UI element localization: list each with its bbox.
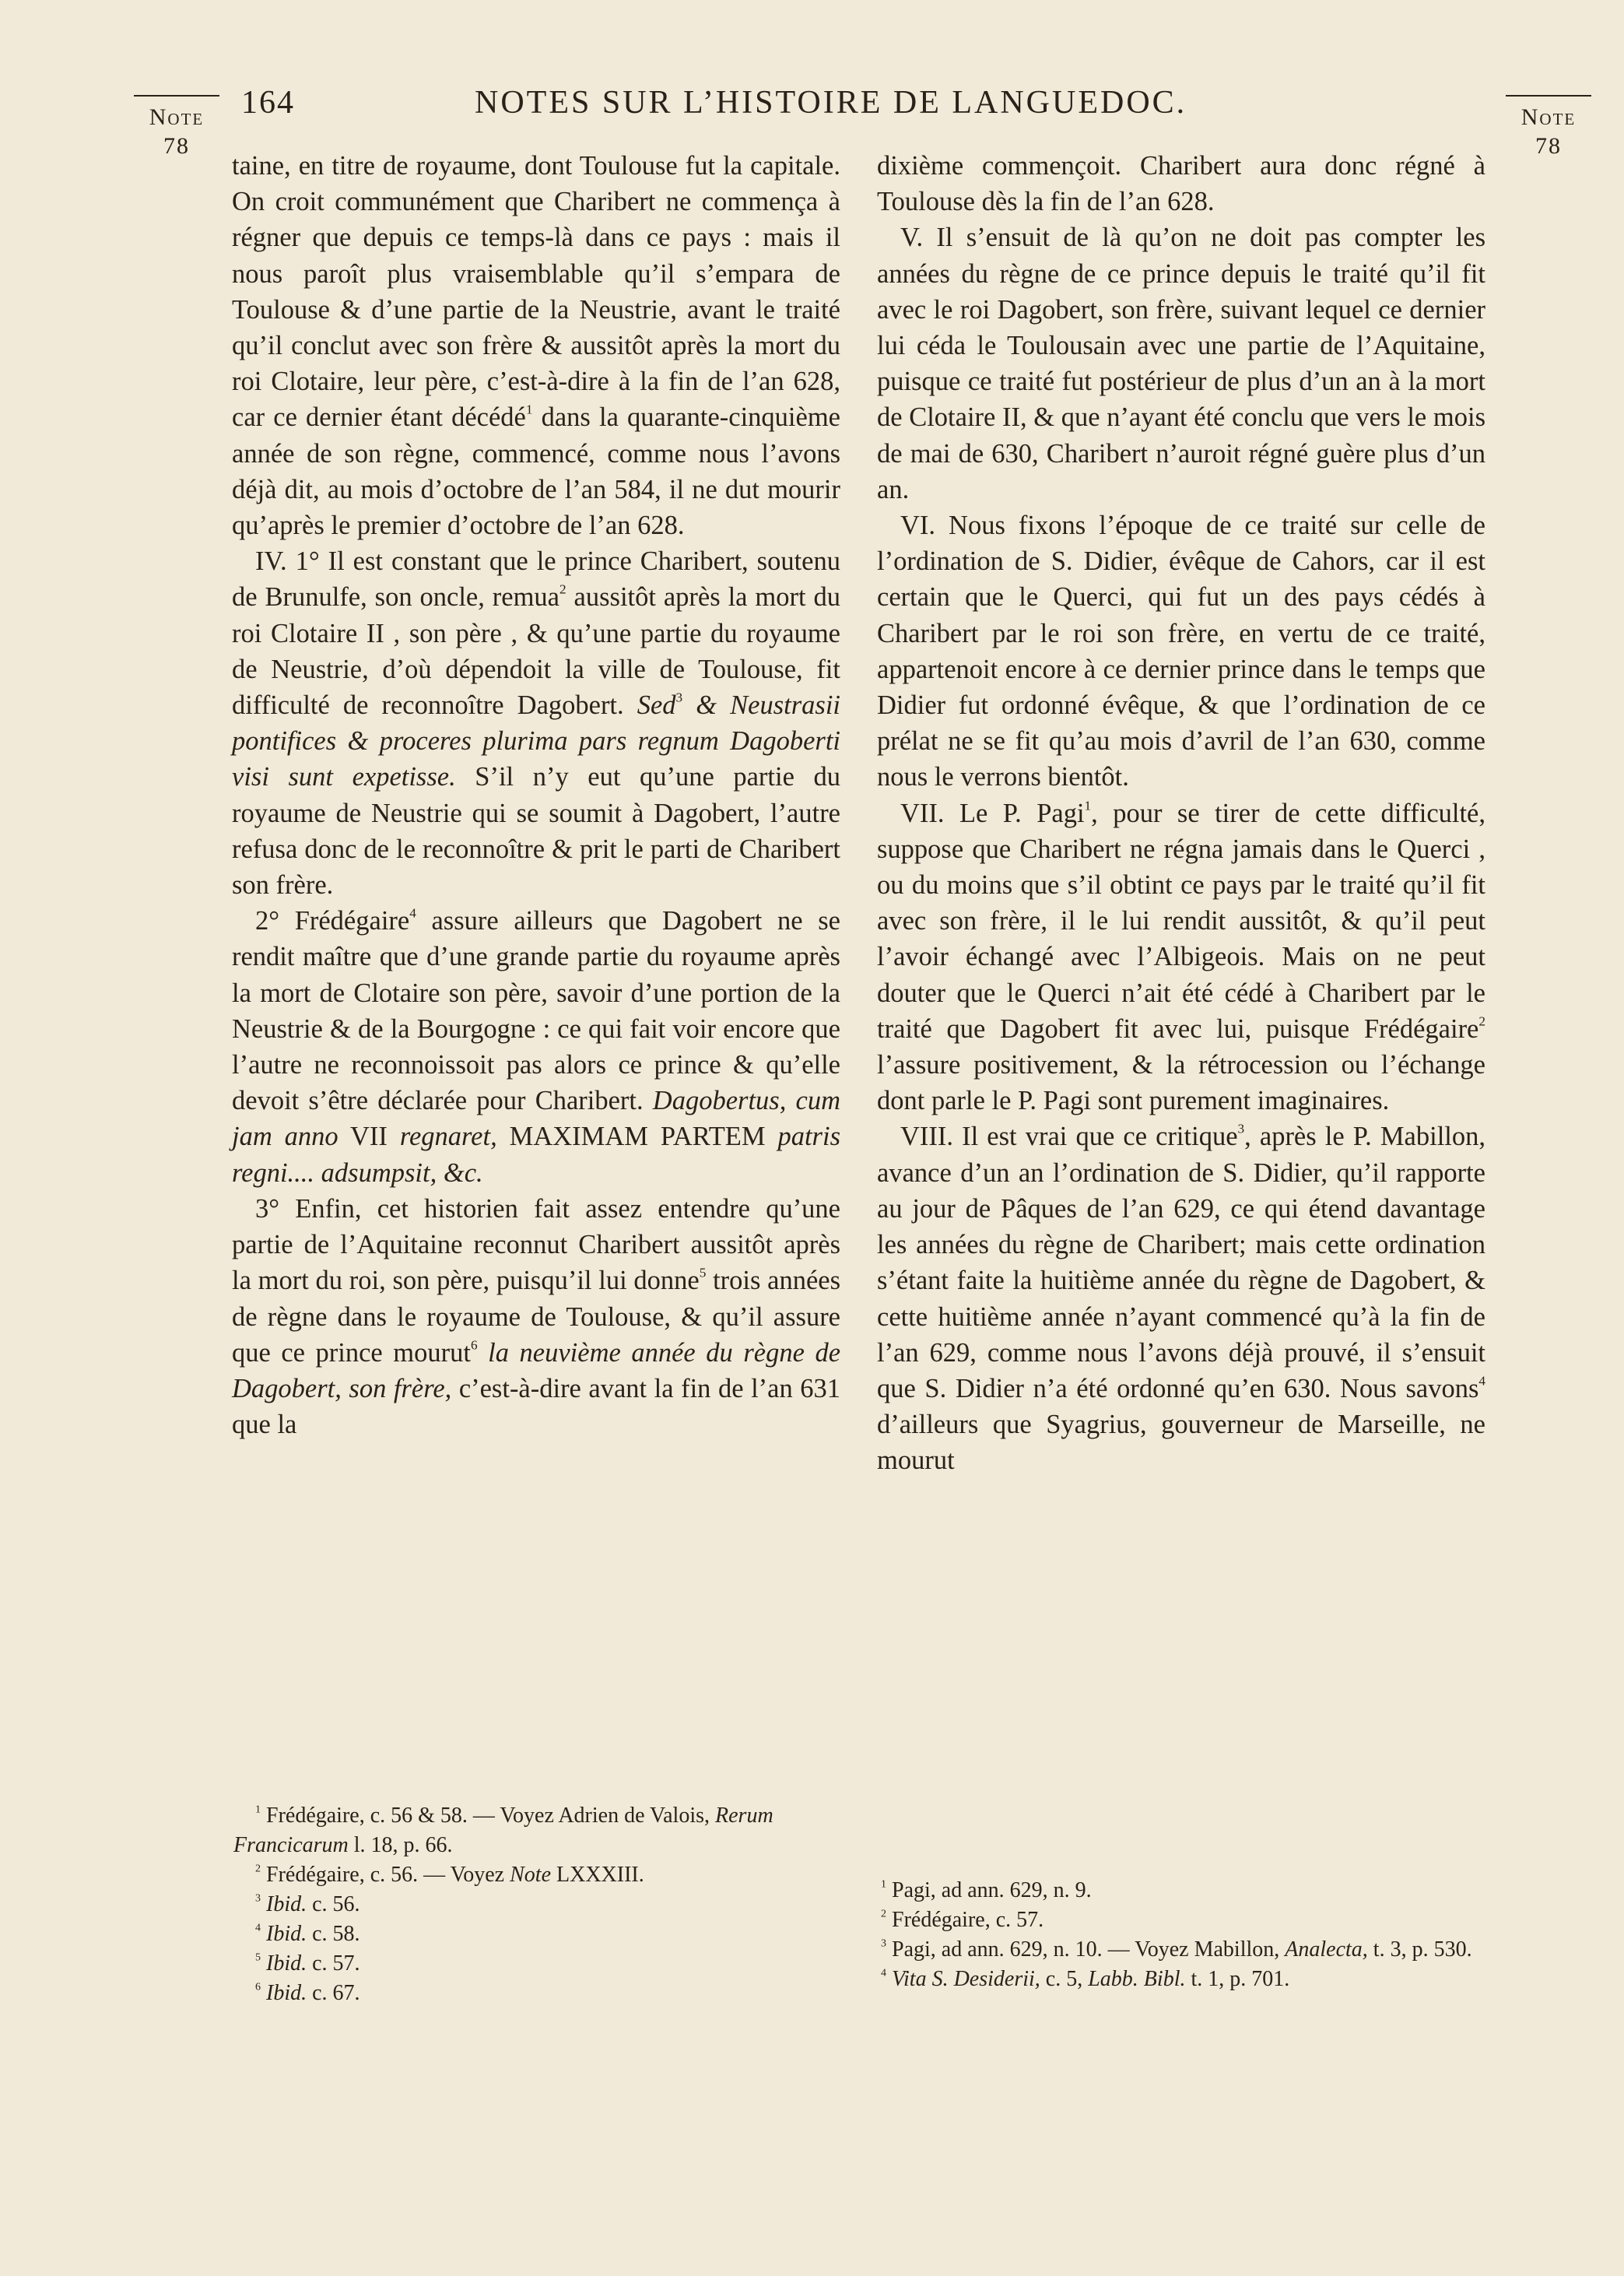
text-run: IV. 1° Il est constant que le prince Charibert, soutenu de Brunulfe, son oncle, remua (232, 546, 840, 613)
text-run (261, 1922, 266, 1946)
paragraph (232, 903, 840, 1191)
footnote (859, 1905, 1474, 1935)
running-header (226, 84, 1517, 131)
text-run: dans la quarante-cinquième année de son règne, commencé, comme nous l’avons déjà dit, au mois d’octobre de l’an 584, il ne dut mourir qu’après le premier d’octobre de l’an 628. (232, 402, 840, 541)
page-number: 164 (241, 85, 295, 121)
citation-title: Ibid. (266, 1922, 307, 1946)
text-run (261, 1981, 266, 2005)
footnote-ref: 3 (675, 690, 683, 705)
text-run: aussitôt après la mort du roi Clotaire II , son père , & qu’une partie du royaume de Neustrie, d’où dépendoit la ville de Toulouse, fit difficulté de reconnoître Dagobert. (232, 582, 840, 721)
text-run: c. 58. (307, 1922, 360, 1946)
citation-title: Analecta, (1285, 1937, 1368, 1962)
margin-note-number: 78 (163, 133, 190, 159)
paragraph: V. Il s’ensuit de là qu’on ne doit pas compter les années du règne de ce prince depuis le traité qu’il fit avec le roi Dagobert, son frère, suivant lequel ce dernier lui céda le Toulousain avec une partie de l’Aquitaine, puisque ce traité fut postérieur de plus d’un an à la mort de Clotaire II, & que n’ayant été conclu que vers le mois de mai de 630, Charibert n’auroit régné guère plus d’un an. (877, 223, 1485, 504)
text-run: MAXIMAM PARTEM (496, 1122, 778, 1152)
footnote (233, 1979, 833, 2008)
text-run: l. 18, p. 66. (348, 1833, 453, 1857)
margin-note-label: Note (149, 104, 205, 130)
text-run: LXXXIII. (551, 1863, 644, 1887)
text-run: assure ailleurs que Dagobert ne se rendit maître que d’une grande partie du royaume après la mort de Clotaire son père, savoir d’une portion de la Neustrie & de la Bourgogne : ce qui fait voir encore que l’autre ne reconnoissoit pas alors ce prince & qu’elle devoit s’être déclarée pour Charibert. (232, 906, 840, 1116)
text-run (886, 1967, 892, 1991)
citation-title: Ibid. (266, 1981, 307, 2005)
footnote-number: 4 (881, 1967, 886, 1979)
footnote-ref: 4 (409, 905, 416, 921)
footnote (233, 1801, 833, 1860)
latin-quote: regnaret, (399, 1122, 497, 1152)
paragraph (232, 543, 840, 903)
footnote-number: 3 (881, 1937, 886, 1950)
margin-note-right (1506, 95, 1591, 159)
footnote-number: 3 (255, 1892, 261, 1905)
latin-quote: patris regni.... adsumpsit, &c. (232, 1122, 840, 1188)
text-run: Frédégaire, c. 56. — Voyez (261, 1863, 510, 1887)
margin-note-number: 78 (1535, 133, 1562, 159)
text-run: d’ailleurs que Syagrius, gouverneur de Marseille, ne mourut (877, 1410, 1485, 1476)
text-run: c. 67. (307, 1981, 360, 2005)
footnote-number: 1 (255, 1804, 261, 1816)
text-run: VII. Le P. Pagi (900, 798, 1085, 828)
footnote (859, 1876, 1474, 1905)
text-run: c. 5, (1040, 1967, 1089, 1991)
text-run (261, 1951, 266, 1976)
footnote-ref: 2 (1478, 1013, 1485, 1029)
footnote-ref: 1 (1084, 798, 1092, 813)
footnotes-left (233, 1801, 833, 2008)
citation-title: Labb. Bibl. (1088, 1967, 1186, 1991)
text-run: taine, en titre de royaume, dont Toulouse fut la capitale. On croit communément que Charibert ne commença à régner que depuis ce temps-là dans ce pays : mais il nous paroît plus vraisemblable qu’il s’empara de Toulouse & d’une partie de la Neustrie, avant le traité qu’il conclut avec son frère & aussitôt après la mort du roi Clotaire, leur père, c’est-à-dire à la fin de l’an 628, car ce dernier étant décédé (232, 151, 840, 433)
text-run: , pour se tirer de cette difficulté, suppose que Charibert ne régna jamais dans le Querci , ou du moins que s’il obtint ce pays par le traité qu’il fit avec son frère, il le lui rendit aussitôt, & qu’il peut l’avoir échangé avec l’Albigeois. Mais on ne peut douter que le Querci n’ait été cédé à Charibert par le traité que Dagobert fit avec lui, puisque Frédégaire (877, 798, 1485, 1044)
text-run: 2° Frédégaire (255, 906, 410, 936)
footnote-ref: 2 (559, 581, 566, 597)
footnote (233, 1890, 833, 1919)
footnote-number: 2 (255, 1863, 261, 1875)
paragraph (232, 1191, 840, 1442)
latin-quote: la neuvième année du règne de Dagobert, son frère, (232, 1337, 841, 1403)
text-run: VIII. Il est vrai que ce critique (900, 1122, 1238, 1152)
text-run: t. 1, p. 701. (1185, 1967, 1290, 1991)
text-run: trois années de règne dans le royaume de Toulouse, & qu’il assure que ce prince mourut (232, 1266, 840, 1368)
footnote-ref: 5 (699, 1265, 707, 1280)
text-run: Frédégaire, c. 57. (886, 1908, 1044, 1932)
citation-title: Rerum Francicarum (233, 1804, 773, 1857)
footnote-number: 2 (881, 1908, 886, 1920)
footnote (859, 1965, 1474, 1994)
left-column (232, 148, 840, 1442)
citation-title: Vita S. Desiderii, (892, 1967, 1040, 1991)
text-run: , après le P. Mabillon, avance d’un an l’ordination de S. Didier, qu’il rapporte au jour de Pâques de l’an 629, ce qui étend davantage les années du règne de Charibert; mais cette ordination s’étant faite la huitième année du règne de Dagobert, & cette huitième année n’ayant commencé qu’à la fin de l’an 629, comme nous l’avons déjà prouvé, il s’ensuit que S. Didier n’a été ordonné qu’en 630. Nous savons (877, 1122, 1485, 1403)
citation-title: Note (510, 1863, 551, 1887)
footnote (859, 1935, 1474, 1965)
text-run: Pagi, ad ann. 629, n. 10. — Voyez Mabillon, (886, 1937, 1286, 1962)
text-run: VII (338, 1122, 400, 1152)
latin-quote: Dagobertus, cum jam anno (232, 1086, 840, 1152)
margin-note-label: Note (1521, 104, 1577, 130)
text-run: c. 56. (307, 1892, 360, 1916)
footnote-number: 5 (255, 1951, 261, 1964)
footnotes-right (859, 1876, 1474, 1994)
footnote-number: 1 (881, 1878, 886, 1891)
footnote (233, 1949, 833, 1979)
footnote (233, 1860, 833, 1890)
text-run: c. 57. (307, 1951, 360, 1976)
paragraph (877, 1119, 1485, 1478)
footnote-ref: 6 (470, 1337, 478, 1353)
margin-rule (134, 95, 219, 97)
paragraph (877, 796, 1485, 1119)
citation-title: Ibid. (266, 1951, 307, 1976)
text-run: Frédégaire, c. 56 & 58. — Voyez Adrien de Valois, (261, 1804, 716, 1828)
text-run: l’assure positivement, & la rétrocession ou l’échange dont parle le P. Pagi sont purement imaginaires. (877, 1050, 1485, 1116)
footnote-ref: 4 (1478, 1373, 1485, 1389)
paragraph (232, 148, 840, 543)
margin-rule (1506, 95, 1591, 97)
right-column (877, 148, 1485, 1479)
footnote-ref: 3 (1237, 1121, 1245, 1136)
paragraph: dixième commençoit. Charibert aura donc régné à Toulouse dès la fin de l’an 628. (877, 151, 1485, 217)
text-run: Pagi, ad ann. 629, n. 9. (886, 1878, 1092, 1902)
latin-quote: Sed (637, 690, 676, 721)
text-run: t. 3, p. 530. (1367, 1937, 1472, 1962)
paragraph: VI. Nous fixons l’époque de ce traité sur celle de l’ordination de S. Didier, évêque de Cahors, car il est certain que le Querci, qui fut un des pays cédés à Charibert par le roi son frère, en vertu de ce traité, appartenoit encore à ce dernier prince dans le temps que Didier fut ordonné évêque, & que l’ordination de ce prélat ne se fit qu’au mois d’avril de l’an 630, comme nous le verrons bientôt. (877, 511, 1485, 792)
margin-note-left (134, 95, 219, 159)
latin-quote: & Neustrasii pontifices & proceres plurima pars regnum Dagoberti visi sunt expetisse. (232, 690, 840, 792)
footnote (233, 1919, 833, 1949)
text-run: c’est-à-dire avant la fin de l’an 631 que la (232, 1373, 840, 1440)
running-title: NOTES SUR L’HISTOIRE DE LANGUEDOC. (475, 85, 1187, 121)
footnote-number: 4 (255, 1922, 261, 1934)
text-run: 3° Enfin, cet historien fait assez entendre qu’une partie de l’Aquitaine reconnut Charibert aussitôt après la mort du roi, son père, puisqu’il lui donne (232, 1193, 840, 1296)
text-run (261, 1892, 266, 1916)
footnote-number: 6 (255, 1981, 261, 1993)
text-run: S’il n’y eut qu’une partie du royaume de Neustrie qui se soumit à Dagobert, l’autre refusa donc de le reconnoître & prit le parti de Charibert son frère. (232, 762, 840, 901)
citation-title: Ibid. (266, 1892, 307, 1916)
footnote-ref: 1 (525, 402, 533, 417)
